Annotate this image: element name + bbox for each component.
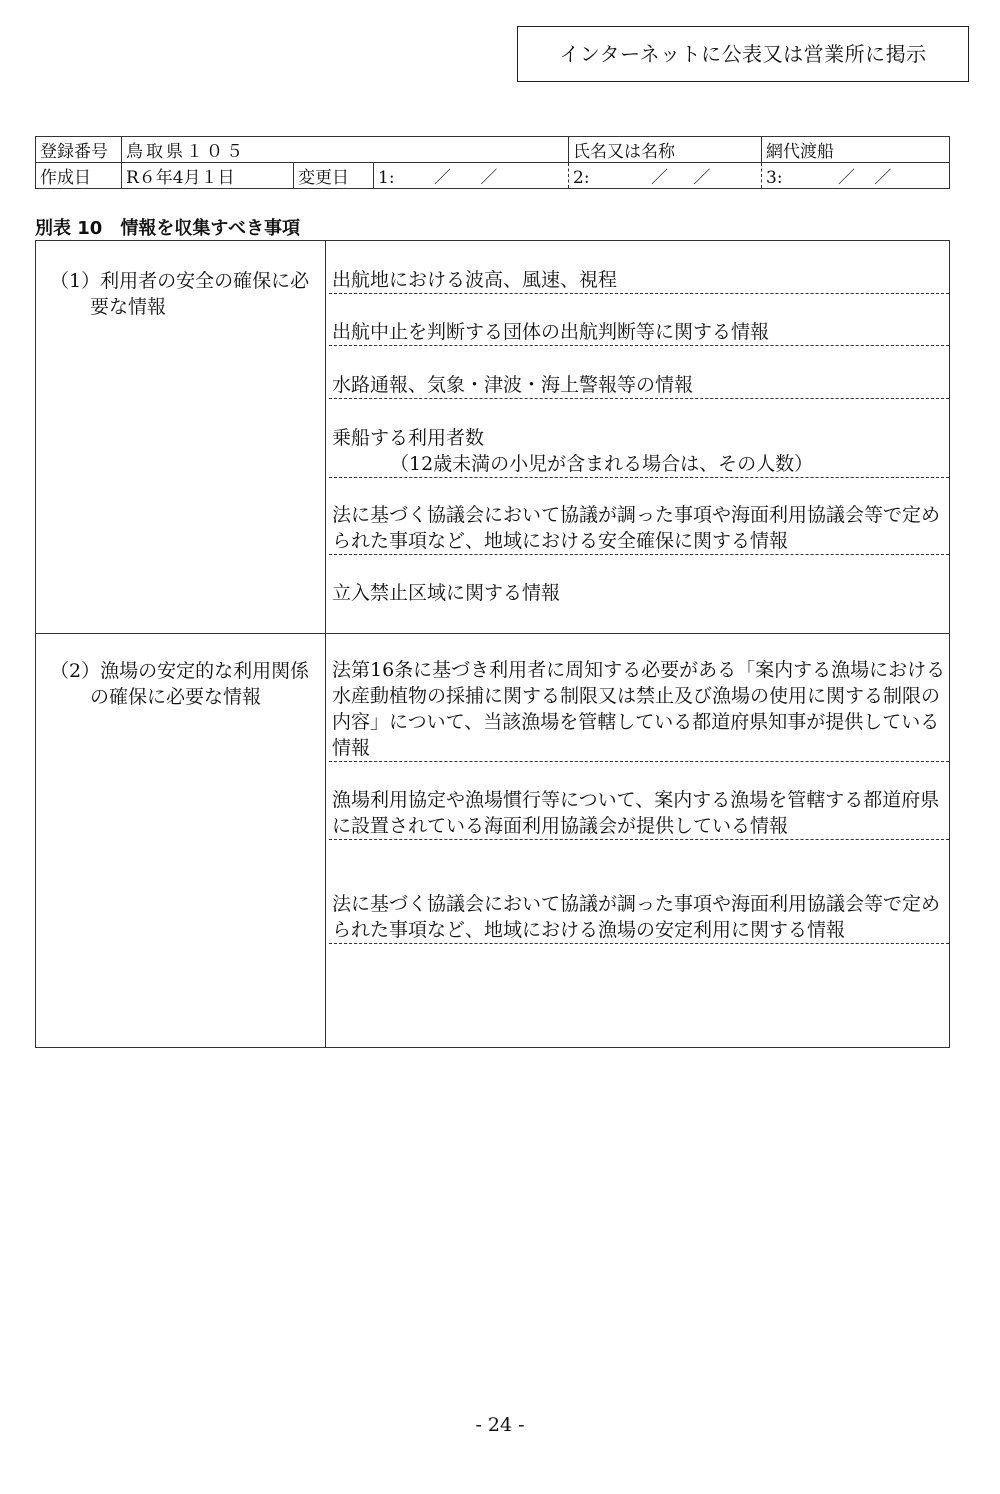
- created-value: R６年4月１日: [122, 163, 294, 189]
- date-slash: ／: [480, 168, 498, 188]
- registration-row: [36, 137, 950, 163]
- date-row: [36, 163, 950, 189]
- column-divider: [325, 241, 326, 1047]
- section2-item-2: 漁場利用協定や漁場慣行等について、案内する漁場を管轄する都道府県に設置されている海面利用協議会が提供している情報: [329, 787, 949, 840]
- section1-label: （1）利用者の安全の確保に必要な情報: [50, 270, 310, 318]
- reg-no-label: 登録番号: [36, 137, 122, 163]
- date-slash: ／: [433, 168, 451, 188]
- date-slash: ／: [837, 168, 855, 188]
- info-table: [35, 240, 950, 1048]
- change-date-2: [569, 163, 762, 189]
- section1-item-4: [329, 425, 949, 478]
- section-divider: [36, 633, 949, 634]
- section2-label: （2）漁場の安定的な利用関係の確保に必要な情報: [50, 660, 310, 708]
- section2-item-1: 法第16条に基づき利用者に周知する必要がある「案内する漁場における水産動植物の採捕に関する制限又は禁止及び漁場の使用に関する制限の内容」について、当該漁場を管轄している都道府県知事が提供している情報: [329, 657, 949, 762]
- name-label: 氏名又は名称: [569, 137, 762, 163]
- child-note: （12歳未満の小児が含まれる場合は、その人数）: [390, 453, 814, 475]
- date-slash: ／: [874, 168, 892, 188]
- public-notice-box: インターネットに公表又は営業所に掲示: [517, 26, 969, 82]
- created-label: 作成日: [36, 163, 122, 189]
- section1-item-5: 法に基づく協議会において協議が調った事項や海面利用協議会等で定められた事項など、地域における安全確保に関する情報: [329, 502, 949, 555]
- change-date-1: [374, 163, 569, 189]
- change-date-3: [762, 163, 950, 189]
- section1-item-6: 立入禁止区域に関する情報: [332, 582, 561, 604]
- passenger-count-text: 乗船する利用者数: [332, 427, 485, 449]
- registration-table: [35, 136, 950, 189]
- section2-item-3: 法に基づく協議会において協議が調った事項や海面利用協議会等で定められた事項など、地域における漁場の安定利用に関する情報: [329, 891, 949, 944]
- section1-item-2: 出航中止を判断する団体の出航判断等に関する情報: [329, 319, 949, 346]
- section1-item-1: 出航地における波高、風速、視程: [329, 267, 949, 294]
- section1-item-3: 水路通報、気象・津波・海上警報等の情報: [329, 372, 949, 399]
- table-title: 別表 10 情報を収集すべき事項: [35, 218, 300, 239]
- change-2-number: 2:: [573, 168, 590, 188]
- reg-no-value: 鳥取県１０５: [122, 137, 569, 163]
- date-slash: ／: [650, 168, 668, 188]
- changed-label: 変更日: [294, 163, 374, 189]
- page-number: - 24 -: [475, 1414, 525, 1436]
- name-value: 網代渡船: [762, 137, 950, 163]
- change-1-number: 1:: [378, 168, 395, 188]
- date-slash: ／: [693, 168, 711, 188]
- change-3-number: 3:: [766, 168, 783, 188]
